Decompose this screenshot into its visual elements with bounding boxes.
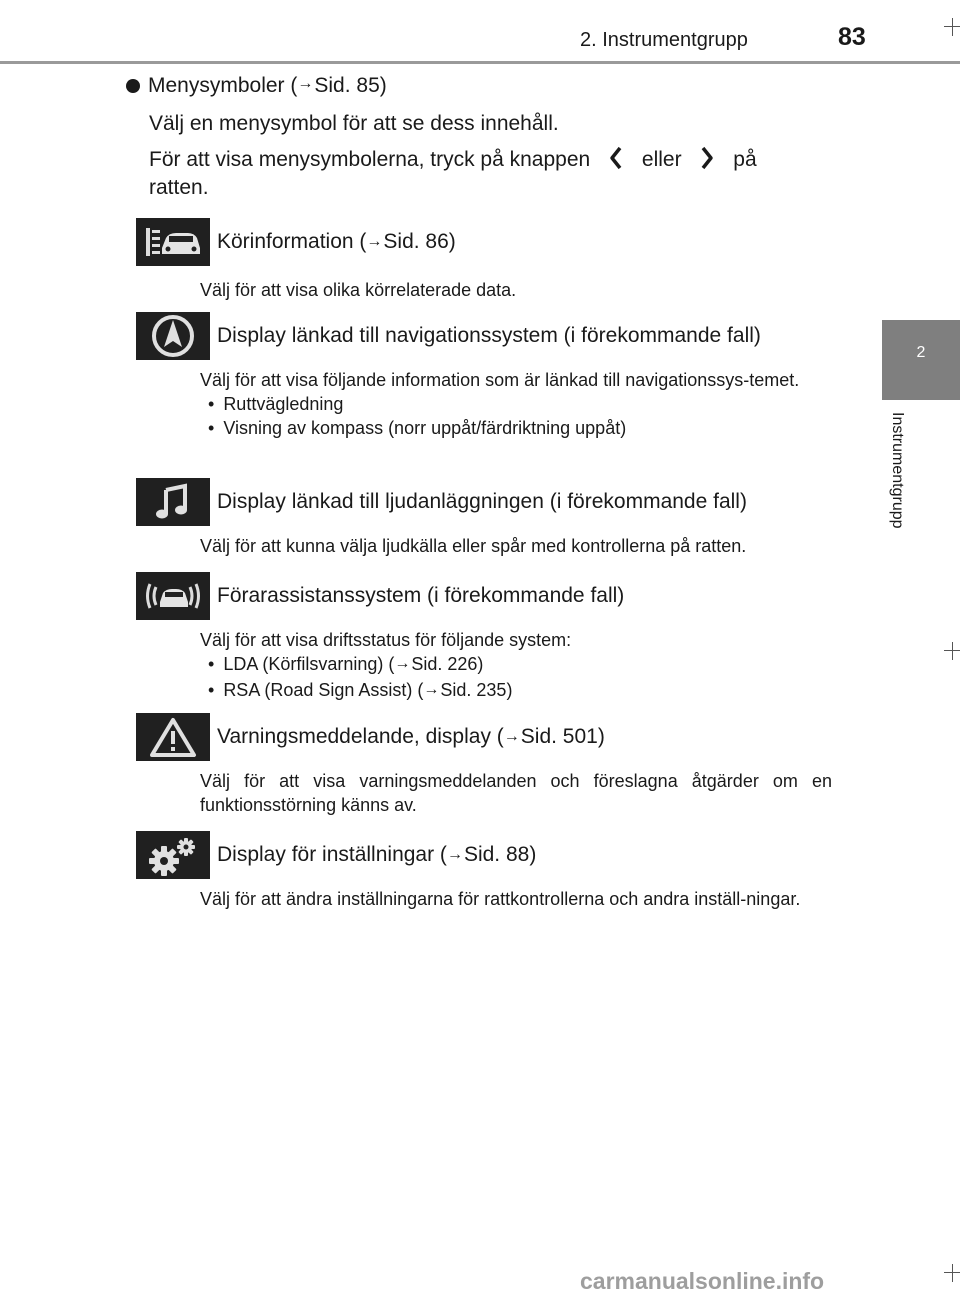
chapter-tab <box>882 320 960 400</box>
chapter-side-label <box>884 412 908 562</box>
header-rule <box>0 61 960 64</box>
chapter-side-label-text: Instrumentgrupp <box>889 412 906 529</box>
navigation-icon <box>136 312 210 360</box>
car-info-icon <box>136 218 210 266</box>
list-item: • LDA (Körfilsvarning) (→Sid. 226) <box>208 652 832 678</box>
arrow-ref-icon: → <box>503 728 520 745</box>
chapter-tab-number: 2 <box>916 344 926 361</box>
entry-description <box>200 368 832 440</box>
intro-heading-ref: Sid. 85) <box>314 74 387 97</box>
intro-line-2-a: För att visa menysymbolerna, tryck på knappen <box>149 148 591 171</box>
intro-line-2-c: på <box>733 148 757 171</box>
menu-entry-driver-assist <box>136 572 836 704</box>
chevron-right-icon <box>687 144 727 176</box>
arrow-ref-icon: → <box>446 846 463 863</box>
chevron-left-icon <box>596 144 636 176</box>
entry-description: Välj för att ändra inställningarna för rattkontrollerna och andra inställ-ningar. <box>200 889 801 909</box>
menu-entry-settings <box>136 831 836 911</box>
entry-title: Körinformation (→Sid. 86) <box>217 230 456 253</box>
intro-line-2-continued: ratten. <box>149 176 209 199</box>
intro-line-1: Välj en menysymbol för att se dess innehåll. <box>149 112 559 135</box>
entry-title: Display länkad till navigationssystem (i förekommande fall) <box>217 324 761 347</box>
registration-mark-top <box>944 18 960 36</box>
entry-title: Varningsmeddelande, display (→Sid. 501) <box>217 725 605 748</box>
entry-description-text: Välj för att visa driftsstatus för följande system: <box>200 630 572 650</box>
entry-description: Välj för att visa olika körrelaterade data. <box>200 280 517 300</box>
menu-entry-drive-info <box>136 218 836 302</box>
intro-heading-text: Menysymboler ( <box>148 74 298 97</box>
registration-mark-middle <box>944 642 960 660</box>
entry-title: Display för inställningar (→Sid. 88) <box>217 843 537 866</box>
arrow-ref-icon: → <box>297 75 314 92</box>
arrow-ref-icon: → <box>394 655 411 672</box>
driver-assist-icon <box>136 572 210 620</box>
arrow-ref-icon: → <box>423 681 440 698</box>
intro-line-2 <box>149 144 832 176</box>
watermark-text: carmanualsonline.info <box>580 1268 825 1294</box>
list-item: • RSA (Road Sign Assist) (→Sid. 235) <box>208 678 832 704</box>
page-number: 83 <box>838 23 866 51</box>
list-item: • Visning av kompass (norr uppåt/färdriktning uppåt) <box>208 416 832 440</box>
menu-entry-warning <box>136 713 836 817</box>
bullet-dot-icon <box>126 79 140 93</box>
warning-triangle-icon <box>136 713 210 761</box>
entry-description: Välj för att kunna välja ljudkälla eller spår med kontrollerna på ratten. <box>200 536 747 556</box>
entry-description <box>200 628 832 704</box>
intro-section <box>126 70 832 204</box>
page-header-title: 2. Instrumentgrupp <box>580 29 748 51</box>
entry-description-text: Välj för att visa följande information som är länkad till navigationssys-temet. <box>200 370 800 390</box>
registration-mark-bottom <box>944 1264 960 1282</box>
list-item: • Ruttvägledning <box>208 392 832 416</box>
entry-title: Förarassistanssystem (i förekommande fall) <box>217 584 625 607</box>
menu-entry-navigation <box>136 312 836 440</box>
arrow-ref-icon: → <box>366 233 383 250</box>
music-note-icon <box>136 478 210 526</box>
entry-description: Välj för att visa varningsmeddelanden och föreslagna åtgärder om en funktionsstörning känns av. <box>200 771 832 815</box>
settings-gears-icon <box>136 831 210 879</box>
intro-line-2-b: eller <box>641 148 682 171</box>
menu-entry-audio <box>136 478 836 558</box>
intro-heading <box>126 70 832 102</box>
entry-title: Display länkad till ljudanläggningen (i förekommande fall) <box>217 490 747 513</box>
